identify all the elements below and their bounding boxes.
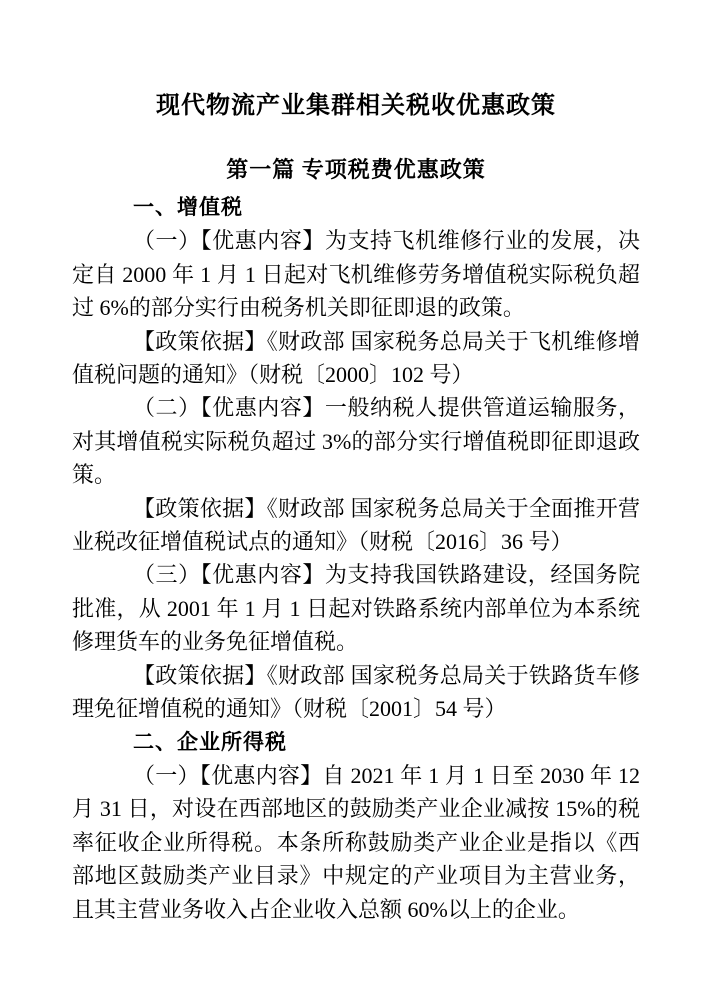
paragraph-cit-benefit-1: （一）【优惠内容】自 2021 年 1 月 1 日至 2030 年 12 月 31 日，对设在西部地区的鼓励类产业企业减按 15%的税率征收企业所得税。本条所称鼓励类产业企业是指以《西部地区鼓励类产业目录》中规定的产业项目为主营业务，且其主营业务收入占企业收入总额 60%以上的企业。 [72,762,640,922]
section-corporate-income-tax [72,726,640,926]
paragraph-vat-benefit-3: （三）【优惠内容】为支持我国铁路建设，经国务院批准，从 2001 年 1 月 1 日起对铁路系统内部单位为本系统修理货车的业务免征增值税。 [72,562,640,655]
section-heading-corporate-income-tax: 二、企业所得税 [133,730,287,754]
part-title: 第一篇 专项税费优惠政策 [226,157,486,182]
paragraph-vat-benefit-2: （二）【优惠内容】一般纳税人提供管道运输服务，对其增值税实际税负超过 3%的部分实行增值税即征即退政策。 [72,395,640,488]
section-vat [72,191,640,726]
paragraph-vat-basis-1: 【政策依据】《财政部 国家税务总局关于飞机维修增值税问题的通知》（财税〔2000〕102 号） [72,328,640,388]
section-heading-vat: 一、增值税 [133,196,243,219]
paragraph-vat-basis-2: 【政策依据】《财政部 国家税务总局关于全面推开营业税改征增值税试点的通知》（财税〔2016〕36 号） [72,495,640,555]
document-title: 现代物流产业集群相关税收优惠政策 [156,93,556,119]
paragraph-vat-benefit-1: （一）【优惠内容】为支持飞机维修行业的发展，决定自 2000 年 1 月 1 日起对飞机维修劳务增值税实际税负超过 6%的部分实行由税务机关即征即退的政策。 [72,228,640,321]
paragraph-vat-basis-3: 【政策依据】《财政部 国家税务总局关于铁路货车修理免征增值税的通知》（财税〔2001〕54 号） [72,662,640,722]
